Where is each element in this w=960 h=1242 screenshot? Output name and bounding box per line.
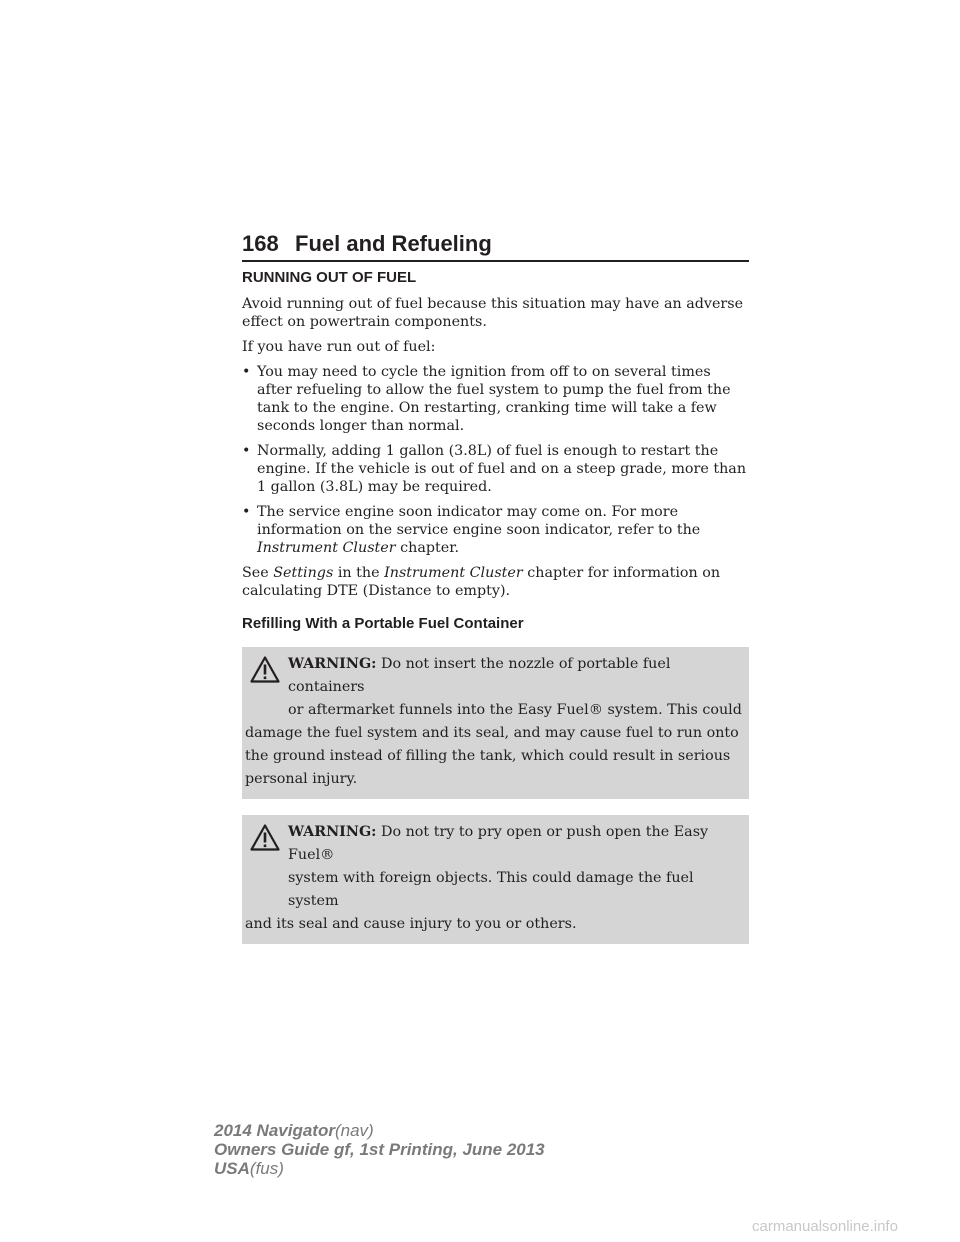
footer-model-code: (nav) [334,1121,374,1140]
see-rest-text: chapter for information on calculating DTE (Distance to empty). [242,565,721,599]
warning-first-line [245,821,743,867]
document-footer [214,1121,545,1178]
section-heading-running-out: RUNNING OUT OF FUEL [242,269,417,286]
page-content [242,267,749,960]
footer-region-code: (fus) [249,1159,284,1178]
settings-reference-link[interactable]: Settings [273,565,334,581]
warning-first-line [245,653,743,699]
section-heading-portable-container: Refilling With a Portable Fuel Container [242,615,524,632]
see-in-the-text: in the [333,565,385,581]
bullet-text: You may need to cycle the ignition from off to on several times after refueling to allow the fuel system to pump the fuel from the tank to the engine. On restarting, cranking time will take a few seconds longer than normal. [257,364,731,434]
footer-printing: Owners Guide gf, 1st Printing, June 2013 [214,1140,545,1159]
list-item [242,503,749,557]
bullet-list [242,363,749,557]
warning-label: WARNING: [288,656,377,672]
cluster-reference-link[interactable]: Instrument Cluster [384,565,523,581]
bullet-symbol: • [242,364,251,380]
watermark-text: carmanualsonline.info [752,1218,898,1235]
warning-line1: Do not try to pry open or push open the Easy Fuel® [288,824,709,863]
list-item [242,442,749,496]
bullet-symbol: • [242,504,251,520]
bullet-text: Normally, adding 1 gallon (3.8L) of fuel is enough to restart the engine. If the vehicle is out of fuel and on a steep grade, more than 1 gallon (3.8L) may be required. [257,443,747,495]
see-paragraph [242,564,749,600]
footer-line-region [214,1159,545,1178]
footer-model: 2014 Navigator [214,1121,335,1140]
warning-triangle-icon [250,656,280,683]
bullet-text-end: chapter. [395,540,460,556]
see-text: See [242,565,274,581]
cross-reference-link[interactable]: Instrument Cluster [257,540,396,556]
warning-line1: Do not insert the nozzle of portable fuel containers [288,656,671,695]
page-number: 168 [242,231,279,256]
warning-line2: system with foreign objects. This could damage the fuel system [288,870,694,909]
bullet-text: The service engine soon indicator may come on. For more information on the service engine soon indicator, refer to the [257,504,701,538]
warning-box [242,647,749,799]
bullet-symbol: • [242,443,251,459]
intro-paragraph: Avoid running out of fuel because this situation may have an adverse effect on powertrain components. [242,296,744,330]
chapter-title: Fuel and Refueling [295,231,492,256]
warning-label: WARNING: [288,824,377,840]
footer-region: USA [214,1159,250,1178]
page-header [242,228,749,262]
warning-box [242,815,749,944]
lead-paragraph: If you have run out of fuel: [242,339,436,355]
warning-triangle-icon [250,824,280,851]
warning-line2: or aftermarket funnels into the Easy Fuel® system. This could [288,702,742,718]
list-item [242,363,749,435]
warning-rest: and its seal and cause injury to you or others. [245,916,577,932]
warning-rest: damage the fuel system and its seal, and may cause fuel to run onto the ground instead of filling the tank, which could result in serious personal injury. [245,725,739,787]
footer-line-model [214,1121,545,1140]
